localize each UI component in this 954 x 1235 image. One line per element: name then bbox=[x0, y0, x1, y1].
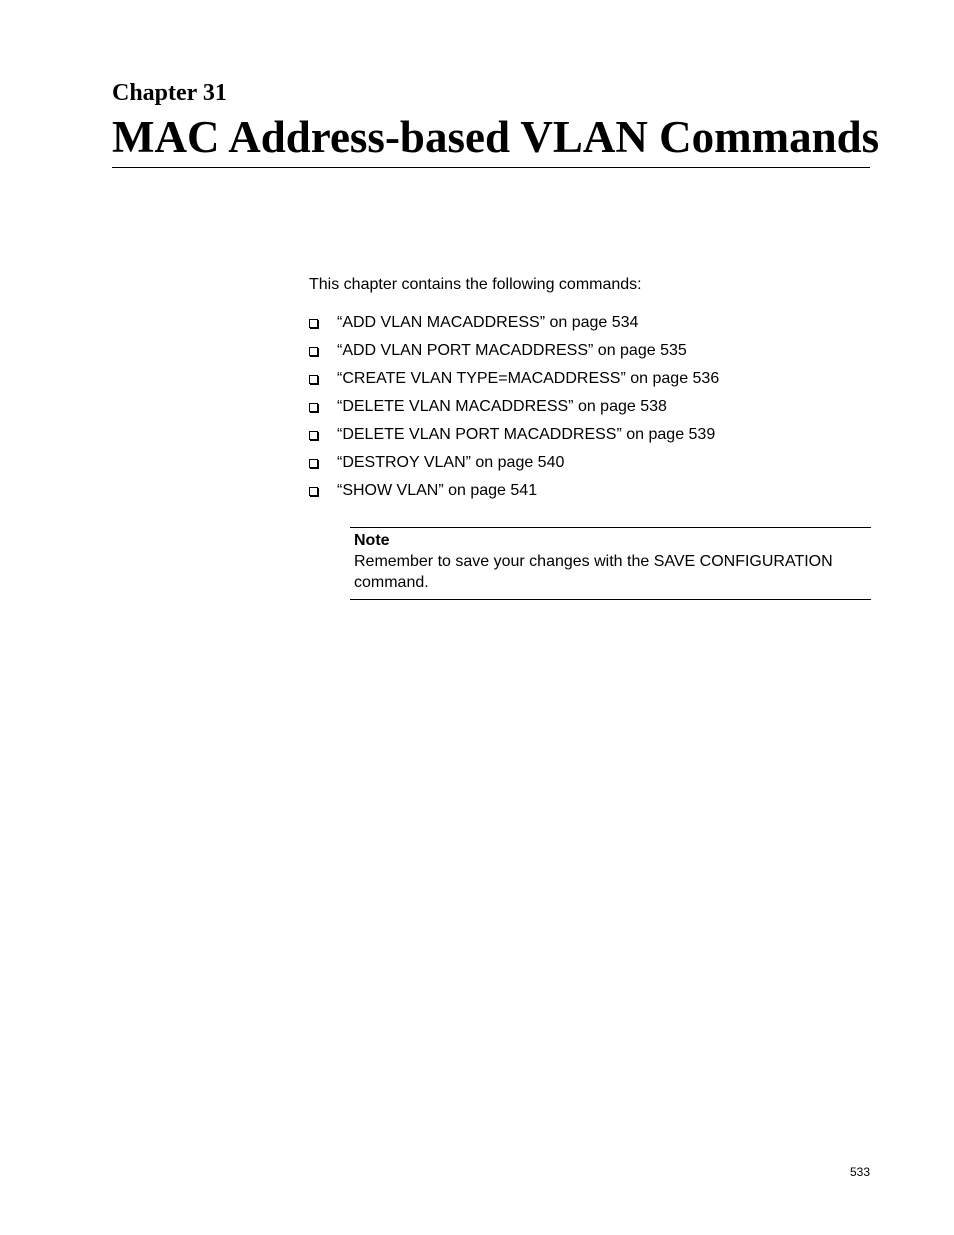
command-link[interactable]: “SHOW VLAN” on page 541 bbox=[337, 482, 538, 499]
title-divider bbox=[112, 167, 870, 168]
checkbox-square-icon bbox=[309, 319, 318, 328]
command-link[interactable]: “DESTROY VLAN” on page 540 bbox=[337, 454, 565, 471]
checkbox-square-icon bbox=[309, 403, 318, 412]
command-link[interactable]: “CREATE VLAN TYPE=MACADDRESS” on page 536 bbox=[337, 370, 720, 387]
command-link[interactable]: “ADD VLAN PORT MACADDRESS” on page 535 bbox=[337, 342, 687, 359]
command-link[interactable]: “DELETE VLAN PORT MACADDRESS” on page 539 bbox=[337, 426, 716, 443]
intro-text: This chapter contains the following commands: bbox=[309, 276, 642, 293]
note-body: Remember to save your changes with the SAVE CONFIGURATION command. bbox=[354, 553, 833, 591]
chapter-label: Chapter 31 bbox=[112, 80, 227, 106]
page-number: 533 bbox=[850, 1165, 871, 1179]
note-heading: Note bbox=[354, 532, 390, 549]
checkbox-square-icon bbox=[309, 431, 318, 440]
checkbox-square-icon bbox=[309, 347, 318, 356]
checkbox-square-icon bbox=[309, 487, 318, 496]
command-link[interactable]: “DELETE VLAN MACADDRESS” on page 538 bbox=[337, 398, 667, 415]
note-box bbox=[350, 527, 871, 600]
command-link[interactable]: “ADD VLAN MACADDRESS” on page 534 bbox=[337, 314, 639, 331]
checkbox-square-icon bbox=[309, 375, 318, 384]
chapter-title: MAC Address-based VLAN Commands bbox=[112, 112, 880, 162]
checkbox-square-icon bbox=[309, 459, 318, 468]
